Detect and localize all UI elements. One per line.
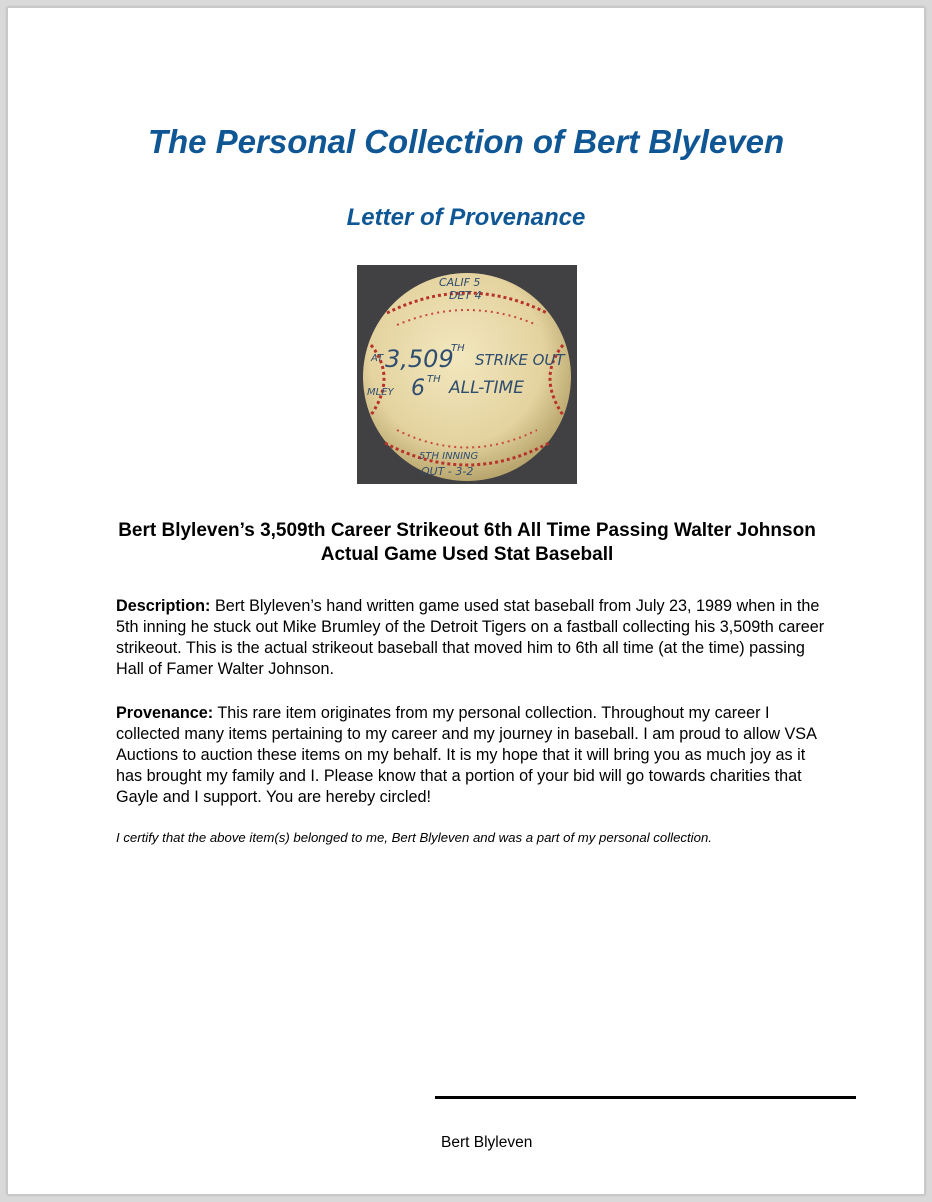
ball-text-3509: 3,509: [385, 345, 454, 373]
item-headline: Bert Blyleven’s 3,509th Career Strikeout 6th All Time Passing Walter Johnson Actual Game Used Stat Baseball: [118, 520, 816, 565]
signature-name: Bert Blyleven: [441, 1134, 533, 1151]
page-title: The Personal Collection of Bert Blyleven: [147, 123, 785, 160]
letter-page: [7, 7, 925, 1195]
baseball-photo: [357, 265, 577, 484]
description-paragraph: [116, 596, 828, 680]
provenance-text: This rare item originates from my personal collection. Throughout my career I collected many items pertaining to my career and my journey in baseball. I am proud to allow VSA Auctions to auction these items on my behalf. It is my hope that it will bring you as much joy as it has brought my family and I. Please know that a portion of your bid will go towards charities that Gayle and I support. You are hereby circled!: [116, 704, 817, 806]
certification-statement: I certify that the above item(s) belonged to me, Bert Blyleven and was a part of my personal collection.: [116, 830, 712, 845]
page-subtitle: Letter of Provenance: [346, 204, 586, 231]
ball-text-det: DET 4: [449, 289, 482, 302]
ball-text-th1: TH: [451, 343, 465, 354]
ball-text-6: 6: [411, 376, 425, 401]
ball-text-alltime: ALL-TIME: [449, 378, 524, 398]
ball-text-left1: AT: [371, 353, 384, 364]
ball-text-th2: TH: [427, 374, 441, 385]
baseball-image: [357, 265, 577, 484]
ball-text-count: OUT - 3-2: [421, 465, 474, 478]
provenance-paragraph: [116, 703, 828, 808]
description-label: Description:: [116, 597, 211, 615]
baseball-ball: [363, 273, 571, 481]
ball-text-left2: MLEY: [367, 387, 394, 398]
ball-text-calif: CALIF 5: [439, 276, 481, 289]
ball-text-strikeout: STRIKE OUT: [475, 351, 565, 369]
provenance-label: Provenance:: [116, 704, 214, 722]
signature-line: [435, 1096, 856, 1099]
ball-text-inning: 5TH INNING: [419, 451, 479, 462]
description-text: Bert Blyleven’s hand written game used stat baseball from July 23, 1989 when in the 5th inning he stuck out Mike Brumley of the Detroit Tigers on a fastball collecting his 3,509th career strikeout. This is the actual strikeout baseball that moved him to 6th all time (at the time) passing Hall of Famer Walter Johnson.: [116, 597, 825, 678]
